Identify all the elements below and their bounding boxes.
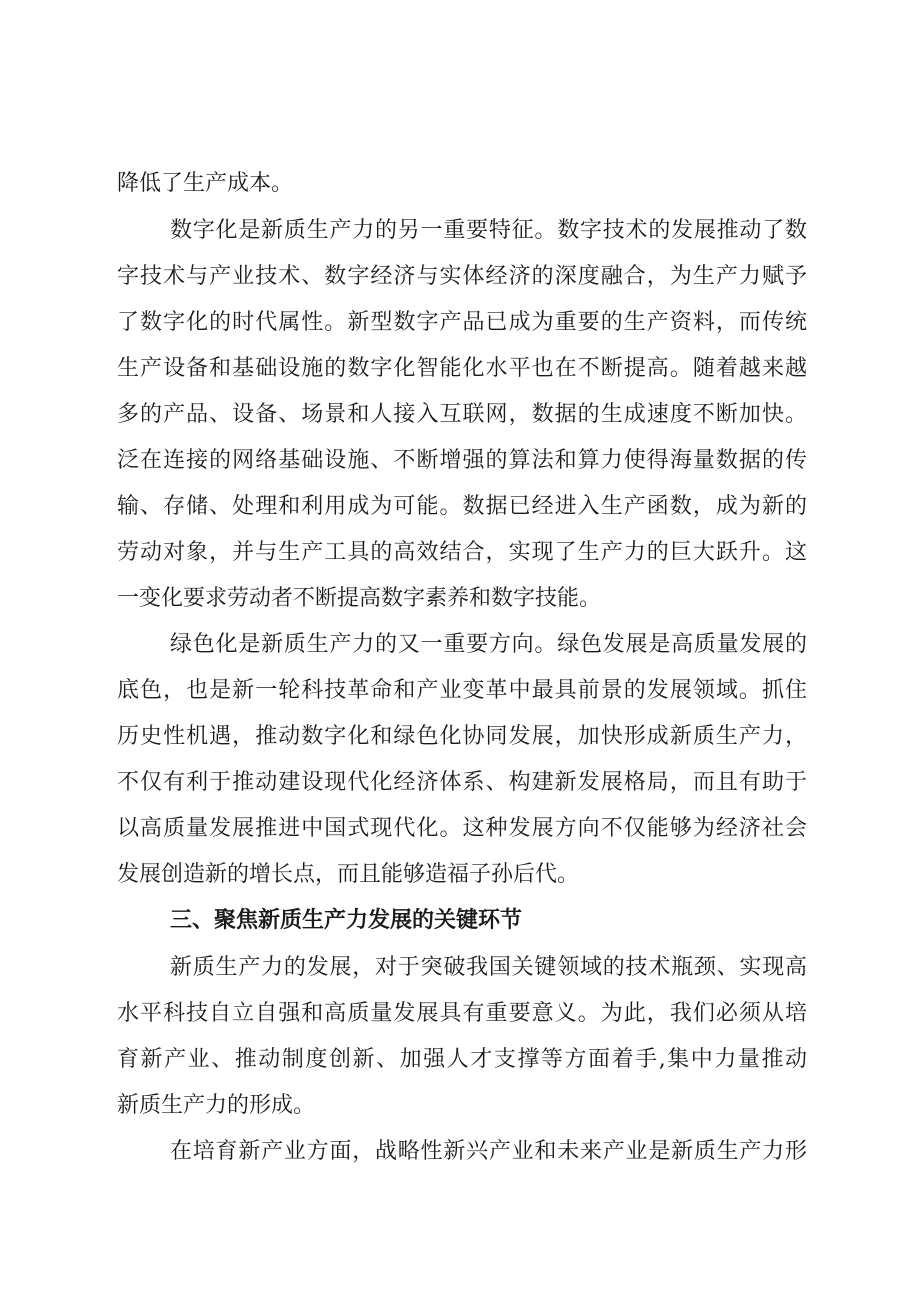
paragraph-line: 泛在连接的网络基础设施、不断增强的算法和算力使得海量数据的传 bbox=[117, 448, 807, 473]
paragraph-line: 降低了生产成本。 bbox=[117, 171, 294, 196]
paragraph-line: 劳动对象，并与生产工具的高效结合，实现了生产力的巨大跃升。这 bbox=[117, 540, 807, 565]
paragraph-line: 在培育新产业方面，战略性新兴产业和未来产业是新质生产力形 bbox=[170, 1139, 807, 1164]
paragraph-line: 输、存储、处理和利用成为可能。数据已经进入生产函数，成为新的 bbox=[117, 494, 807, 519]
paragraph-line: 多的产品、设备、场景和人接入互联网，数据的生成速度不断加快。 bbox=[117, 402, 807, 427]
paragraph-line: 绿色化是新质生产力的又一重要方向。绿色发展是高质量发展的 bbox=[170, 632, 807, 657]
paragraph-line: 新质生产力的形成。 bbox=[117, 1093, 316, 1118]
paragraph-line: 了数字化的时代属性。新型数字产品已成为重要的生产资料，而传统 bbox=[117, 310, 807, 335]
paragraph-line: 历史性机遇，推动数字化和绿色化协同发展，加快形成新质生产力， bbox=[117, 724, 807, 749]
paragraph-line: 一变化要求劳动者不断提高数字素养和数字技能。 bbox=[117, 586, 602, 611]
paragraph-line: 字技术与产业技术、数字经济与实体经济的深度融合，为生产力赋予 bbox=[117, 264, 807, 289]
section-heading: 三、聚焦新质生产力发展的关键环节 bbox=[170, 908, 523, 933]
paragraph-line: 新质生产力的发展，对于突破我国关键领域的技术瓶颈、实现高 bbox=[170, 955, 807, 980]
paragraph-line: 底色，也是新一轮科技革命和产业变革中最具前景的发展领域。抓住 bbox=[117, 678, 807, 703]
paragraph-line: 以高质量发展推进中国式现代化。这种发展方向不仅能够为经济社会 bbox=[117, 816, 807, 841]
paragraph-line: 发展创造新的增长点，而且能够造福子孙后代。 bbox=[117, 862, 580, 887]
paragraph-line: 数字化是新质生产力的另一重要特征。数字技术的发展推动了数 bbox=[170, 218, 807, 243]
paragraph-line: 生产设备和基础设施的数字化智能化水平也在不断提高。随着越来越 bbox=[117, 356, 807, 381]
paragraph-line: 不仅有利于推动建设现代化经济体系、构建新发展格局，而且有助于 bbox=[117, 770, 807, 795]
paragraph-line: 水平科技自立自强和高质量发展具有重要意义。为此，我们必须从培 bbox=[117, 1001, 807, 1026]
paragraph-line: 育新产业、推动制度创新、加强人才支撑等方面着手,集中力量推动 bbox=[117, 1047, 807, 1072]
